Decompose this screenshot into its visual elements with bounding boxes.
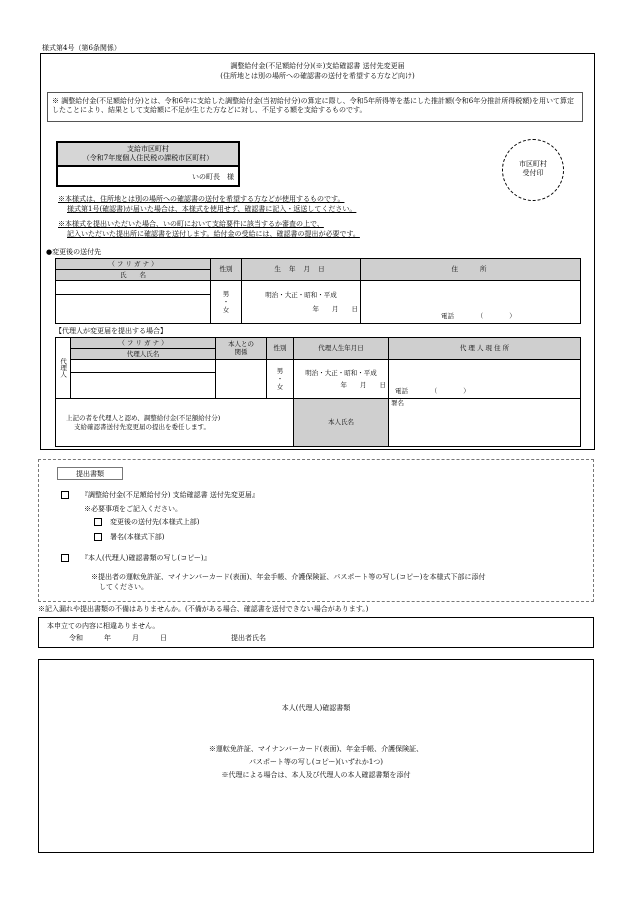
note-2b: 記入いただいた提出所に確認書を送付します。給付金の受給には、確認書の提出が必要です。 — [67, 230, 360, 238]
checkbox-sub1[interactable] — [94, 518, 102, 526]
dest-furigana-header: （ フ リ ガ ナ ） — [56, 259, 211, 270]
agent-relation-header — [216, 338, 267, 360]
agent-heading: 【代理人が変更届を提出する場合】 — [55, 327, 167, 335]
notice-box — [47, 92, 583, 122]
docs-item1-note: ※必要事項をご記入ください。 — [84, 505, 182, 513]
dest-birth-field[interactable] — [242, 280, 361, 323]
principal-signature-label: 署名 — [391, 399, 404, 408]
docs-sub2 — [94, 533, 164, 542]
stamp-line2: 受付印 — [522, 168, 544, 177]
confirmation-text: 本申立ての内容に相違ありません。 — [47, 622, 160, 630]
dest-sex-dot: ・ — [222, 297, 230, 306]
dest-name-header: 氏 名 — [56, 269, 211, 280]
recipient-mayor: いの町長 様 — [192, 173, 234, 182]
dest-sex-f: 女 — [222, 305, 230, 314]
id-attachment-area[interactable] — [38, 659, 594, 853]
dest-address-field[interactable] — [361, 280, 581, 323]
docs-item2 — [61, 554, 211, 563]
agent-address-header: 代 理 人 現 住 所 — [389, 338, 581, 360]
dest-sex-header: 性別 — [211, 259, 242, 281]
dest-sex-field[interactable] — [211, 280, 242, 323]
reception-stamp-area — [502, 139, 564, 201]
agent-table — [55, 337, 581, 447]
confirmation-date[interactable]: 令和 年 月 日 — [69, 634, 167, 642]
id-line1: 本人(代理人)確認書類 — [281, 704, 351, 712]
recipient-line1: 支給市区町村 — [127, 145, 169, 153]
checkbox-item1[interactable] — [61, 491, 69, 499]
docs-item2-label: 『本人(代理人)確認書類の写し(コピー)』 — [81, 554, 211, 562]
agent-birth-header: 代理人生年月日 — [294, 338, 389, 360]
dest-table — [55, 258, 581, 324]
docs-item1 — [61, 491, 259, 500]
confirmation-box — [38, 617, 594, 648]
docs-heading-label: 提出書類 — [76, 470, 104, 478]
note-2a: ※本様式を提出いただいた場合、いの町において支給要件に該当するか審査の上で、 — [58, 220, 324, 228]
docs-sub2-label: 署名(本様式下部) — [110, 533, 165, 541]
agent-name-header: 代理人氏名 — [71, 348, 216, 359]
id-line4: ※代理による場合は、本人及び代理人の本人確認書類を添付 — [221, 771, 411, 779]
id-line3: パスポート等の写し(コピー)(いずれか1つ) — [248, 758, 384, 766]
warning-text: ※記入漏れや提出書類の不備はありませんか。(不備がある場合、確認書を送付できない場合があります。) — [38, 605, 369, 613]
recipient-line2: （令和7年度個人住民税の課税市区町村） — [82, 153, 214, 162]
principal-signature-field[interactable] — [389, 399, 581, 447]
note-1b: 様式第1号(確認書)が届いた場合は、本様式を使用せず、確認書に記入・返送してください。 — [67, 205, 357, 213]
recipient-mayor-box — [56, 167, 240, 187]
agent-furigana-header: （ フ リ ガ ナ ） — [71, 338, 216, 349]
agent-relation-field[interactable] — [216, 359, 267, 398]
dest-address-header: 住 所 — [361, 259, 581, 281]
checkbox-item2[interactable] — [61, 554, 69, 562]
agent-delegation-text — [56, 399, 294, 447]
submitter-name-label: 提出者氏名 — [231, 634, 266, 642]
dest-birth-header: 生 年 月 日 — [242, 259, 361, 281]
agent-sex-f: 女 — [276, 382, 284, 391]
note-1a: ※本様式は、住所地とは別の場所への確認書の送付を希望する方などが使用するものです。 — [58, 195, 345, 203]
docs-item2-note1: ※提出者の運転免許証、マイナンバーカード(表面)、年金手帳、介護保険証、パスポート等の写し(コピー)を本様式下部に添付 — [91, 573, 486, 581]
stamp-line1: 市区町村 — [519, 160, 547, 168]
agent-ymd: 年 月 日 — [340, 380, 386, 389]
agent-furigana-field[interactable] — [71, 359, 216, 372]
dest-ymd: 年 月 日 — [312, 304, 358, 313]
recipient-municipality-box — [56, 141, 240, 167]
agent-relation2: 関係 — [234, 348, 248, 357]
agent-sex-header: 性別 — [267, 338, 294, 360]
docs-sub1 — [94, 518, 199, 527]
delegate-line2: 支給確認書送付先変更届の提出を委任します。 — [74, 422, 210, 431]
docs-sub1-label: 変更後の送付先(本様式上部) — [110, 518, 200, 526]
dest-name-field[interactable] — [56, 295, 211, 324]
docs-item1-label: 『調整給付金(不足額給付分) 支給確認書 送付先変更届』 — [81, 491, 259, 499]
principal-name-header: 本人氏名 — [294, 399, 389, 447]
dest-heading: ●変更後の送付先 — [46, 248, 102, 256]
agent-era: 明治・大正・昭和・平成 — [305, 368, 377, 377]
agent-name-field[interactable] — [71, 372, 216, 398]
form-subtitle: (住所地とは別の場所への確認書の送付を希望する方など向け) — [220, 72, 415, 80]
agent-sex-m: 男 — [276, 366, 284, 375]
id-line2: ※運転免許証、マイナンバーカード(表面)、年金手帳、介護保険証、 — [208, 745, 424, 753]
form-title: 調整給付金(不足額給付分)(※)支給確認書 送付先変更届 — [230, 62, 405, 70]
dest-tel: 電話 （ ） — [441, 311, 516, 320]
agent-sex-dot: ・ — [276, 374, 284, 383]
docs-item2-note2: してください。 — [99, 583, 148, 591]
agent-tel: 電話 （ ） — [395, 386, 470, 395]
agent-side-label: 代理人 — [56, 338, 71, 399]
agent-sex-field[interactable] — [267, 359, 294, 398]
dest-era: 明治・大正・昭和・平成 — [265, 290, 337, 299]
docs-heading — [57, 467, 123, 480]
agent-address-field[interactable] — [389, 359, 581, 398]
dest-sex-m: 男 — [222, 289, 230, 298]
checkbox-sub2[interactable] — [94, 533, 102, 541]
form-number: 様式第4号（第6条関係） — [42, 44, 121, 52]
delegate-line1: 上記の者を代理人と認め、調整給付金(不足額給付分) — [66, 414, 221, 423]
notice-text: ※ 調整給付金(不足額給付分)とは、令和6年に支給した調整給付金(当初給付分)の算定に際し、令和5年所得等を基にした推計額(令和6年分推計所得税額)を用いて算定したことにより、結果として支給額に不足が生じた方などに対し、不足する額を支給するものです。 — [52, 97, 574, 114]
agent-relation1: 本人との — [228, 340, 254, 349]
agent-birth-field[interactable] — [294, 359, 389, 398]
dest-furigana-field[interactable] — [56, 280, 211, 294]
